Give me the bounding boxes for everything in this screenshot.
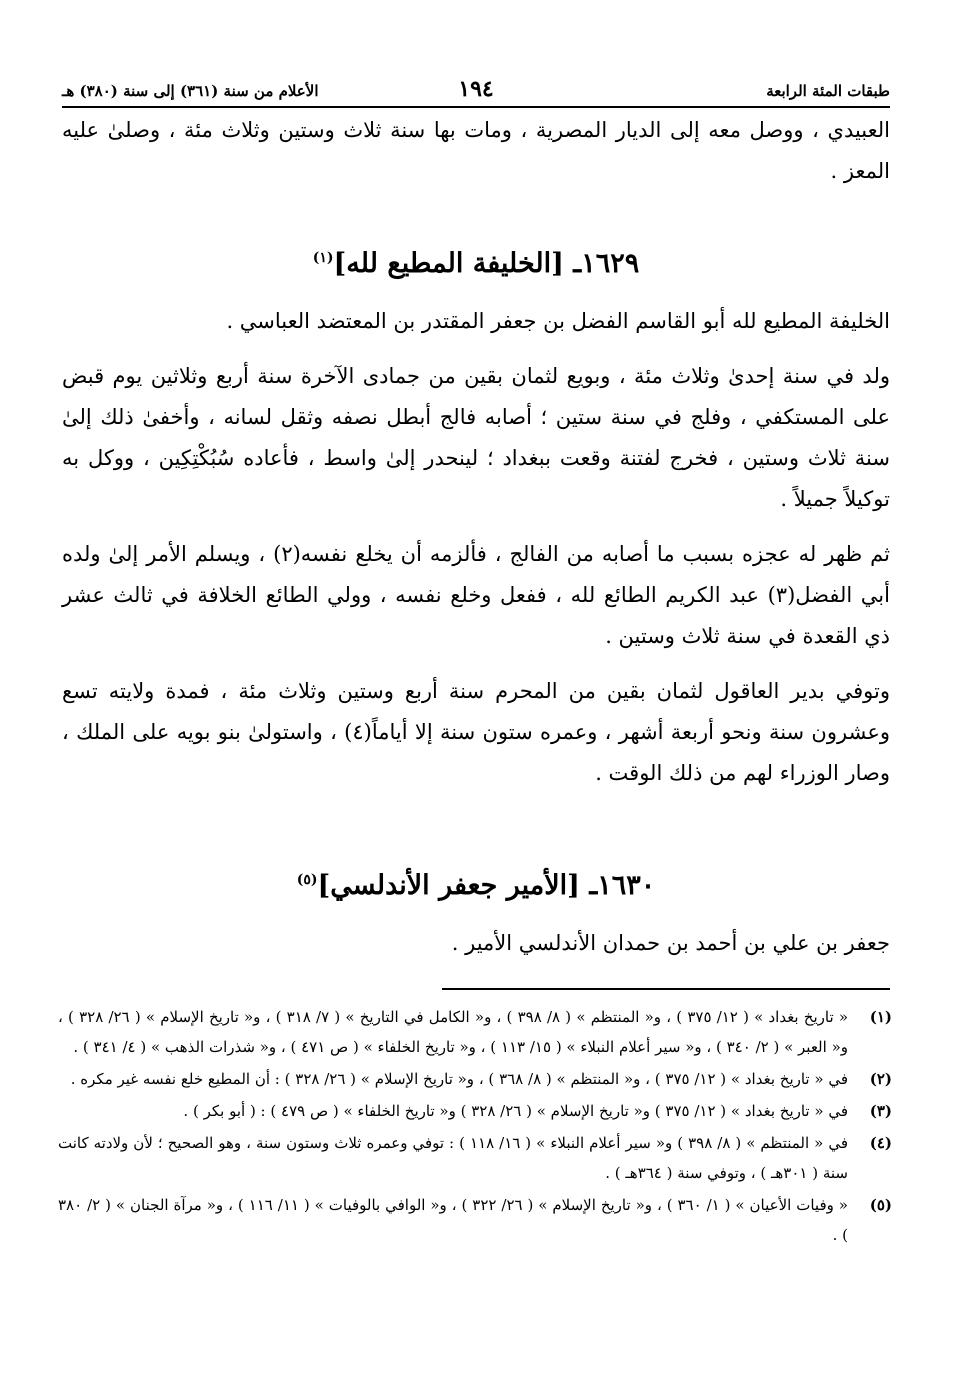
- footnote: [58, 1128, 892, 1188]
- page-number: ١٩٤: [458, 76, 494, 102]
- entry-paragraph: الخليفة المطيع لله أبو القاسم الفضل بن جعفر المقتدر بن المعتضد العباسي .: [226, 309, 890, 333]
- entry-paragraph: ولد في سنة إحدىٰ وثلاث مئة ، وبويع لثمان بقين من جمادى الآخرة سنة أربع وثلاثين يوم قبض على المستكفي ، وفلج في سنة ستين ؛ أصابه فالج أبطل نصفه وثقل لسانه ، وأخفىٰ ذلك إلىٰ سنة ثلاث وستين ، فخرج لفتنة وقعت ببغداد ؛ لينحدر إلىٰ واسط ، فأعاده سُبُكْتِكِين ، ووكل به توكيلاً جميلاً .: [62, 364, 890, 511]
- entry-title-text: ١٦٢٩ـ [الخليفة المطيع لله]: [333, 248, 640, 279]
- entry-paragraph: وتوفي بدير العاقول لثمان بقين من المحرم سنة أربع وستين وثلاث مئة ، فمدة ولايته تسع وعشرون سنة ونحو أربعة أشهر ، وعمره ستون سنة إلا أياماً(٤) ، واستولىٰ بنو بويه على الملك ، وصار الوزراء لهم من ذلك الوقت .: [62, 679, 890, 785]
- footnotes: [58, 1002, 892, 1252]
- entry-title: [62, 870, 890, 901]
- entry-title: [62, 248, 890, 279]
- entry-1629: [62, 248, 890, 808]
- footnote-text: « وفيات الأعيان » ( ١/ ٣٦٠ ) ، و« تاريخ الإسلام » ( ٢٦/ ٣٢٢ ) ، و« الوافي بالوفيات » ( ١١/ ١١٦ ) ، و« مرآة الجنان » ( ٢/ ٣٨٠ ) .: [58, 1196, 848, 1244]
- footnote-text: في « تاريخ بغداد » ( ١٢/ ٣٧٥ ) و« تاريخ الإسلام » ( ٢٦/ ٣٢٨ ) و« تاريخ الخلفاء » ( ص ٤٧٩ ) : ( أبو بكر ) .: [183, 1102, 848, 1120]
- footnote: [58, 1002, 892, 1062]
- footnote-number: (٢): [869, 1070, 892, 1088]
- footnote-ref[interactable]: (٥): [296, 872, 318, 888]
- running-header: [62, 60, 890, 108]
- footnote-number: (٥): [869, 1196, 892, 1214]
- entry-title-text: ١٦٣٠ـ [الأمير جعفر الأندلسي]: [317, 870, 656, 901]
- intro-block: [62, 110, 890, 192]
- footnote: [58, 1190, 892, 1250]
- footnote-number: (٤): [869, 1134, 892, 1152]
- footnote-number: (٣): [869, 1102, 892, 1120]
- footnote-text: « تاريخ بغداد » ( ١٢/ ٣٧٥ ) ، و« المنتظم » ( ٨/ ٣٩٨ ) ، و« الكامل في التاريخ » ( ٧/ ٣١٨ ) ، و« تاريخ الإسلام » ( ٢٦/ ٣٢٨ ) ، و« العبر » ( ٢/ ٣٤٠ ) ، و« سير أعلام النبلاء » ( ١٥/ ١١٣ ) ، و« تاريخ الخلفاء » ( ص ٤٧١ ) ، و« شذرات الذهب » ( ٤/ ٣٤١ ) .: [58, 1008, 849, 1056]
- entry-paragraph: جعفر بن علي بن أحمد بن حمدان الأندلسي الأمير .: [451, 931, 890, 955]
- footnote: [58, 1096, 892, 1126]
- footnote-number: (١): [869, 1008, 892, 1026]
- header-year-range: الأعلام من سنة (٣٦١) إلى سنة (٣٨٠) هـ: [62, 82, 319, 100]
- header-section-title: طبقات المئة الرابعة: [766, 82, 890, 100]
- entry-paragraph: ثم ظهر له عجزه بسبب ما أصابه من الفالج ، فألزمه أن يخلع نفسه(٢) ، ويسلم الأمر إلىٰ ولده أبي الفضل(٣) عبد الكريم الطائع لله ، ففعل وخلع نفسه ، وولي الطائع الخلافة في ثالث عشر ذي القعدة في سنة ثلاث وستين .: [62, 542, 890, 648]
- footnote-text: في « المنتظم » ( ٨/ ٣٩٨ ) و« سير أعلام النبلاء » ( ١٦/ ١١٨ ) : توفي وعمره ثلاث وستون سنة ، وهو الصحيح ؛ لأن ولادته كانت سنة ( ٣٠١هـ ) ، وتوفي سنة ( ٣٦٤هـ ) .: [58, 1134, 849, 1182]
- footnote-text: في « تاريخ بغداد » ( ١٢/ ٣٧٥ ) ، و« المنتظم » ( ٨/ ٣٦٨ ) ، و« تاريخ الإسلام » ( ٢٦/ ٣٢٨ ) : أن المطيع خلع نفسه غير مكره .: [70, 1070, 848, 1088]
- footnote-ref[interactable]: (١): [312, 250, 334, 266]
- intro-continuation: العبيدي ، ووصل معه إلى الديار المصرية ، ومات بها سنة ثلاث وستين وثلاث مئة ، وصلىٰ عليه المعز .: [62, 118, 890, 183]
- footnote: [58, 1064, 892, 1094]
- footnote-separator: [442, 988, 890, 990]
- entry-1630: [62, 870, 890, 978]
